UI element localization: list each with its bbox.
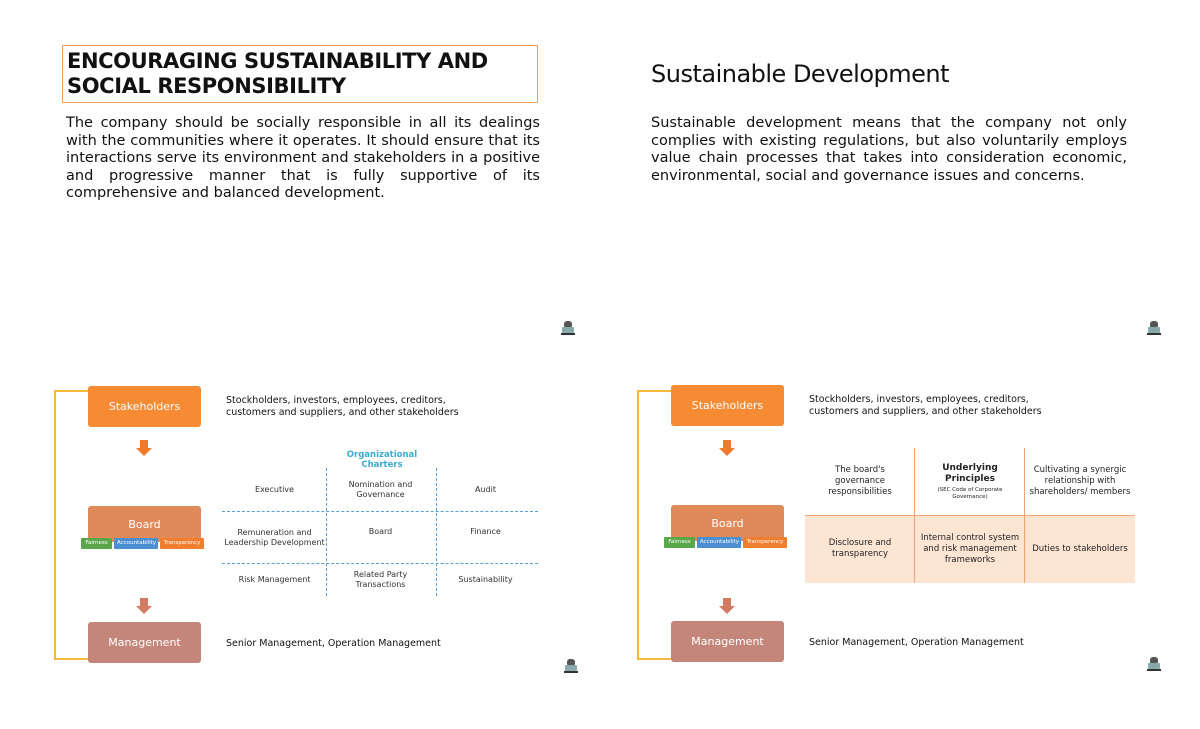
slide-title: Sustainable Development bbox=[651, 60, 950, 88]
tag-accountability: Accountability bbox=[114, 538, 158, 549]
charter-cell: Executive bbox=[255, 484, 294, 494]
down-arrow-icon bbox=[719, 440, 735, 456]
charter-cell: Board bbox=[368, 527, 393, 536]
slide-body: Sustainable development means that the company not only complies with existing regulations, but also voluntarily employs value chain processes that takes into consideration economic, environmental, social and governance issues and concerns. bbox=[651, 115, 1127, 184]
table-cell: The board's governance responsibilities bbox=[805, 448, 915, 515]
table-header-cell bbox=[915, 448, 1025, 515]
board-box: Board bbox=[671, 505, 784, 541]
charter-cell: Finance bbox=[470, 527, 501, 536]
stakeholders-box: Stakeholders bbox=[671, 385, 784, 426]
charter-cell: Remuneration and Leadership Development bbox=[224, 527, 325, 547]
charters-title: Organizational Charters bbox=[346, 450, 418, 470]
down-arrow-icon bbox=[136, 440, 152, 456]
table-cell: Cultivating a synergic relationship with shareholders/ members bbox=[1025, 448, 1135, 515]
logo-icon bbox=[1147, 321, 1161, 335]
slide-sustainable-development bbox=[600, 0, 1200, 360]
charters-grid bbox=[222, 468, 538, 596]
title-box bbox=[62, 45, 538, 103]
charter-cell: Sustainability bbox=[458, 575, 513, 584]
logo-icon bbox=[561, 321, 575, 335]
management-box: Management bbox=[671, 621, 784, 662]
stakeholders-box: Stakeholders bbox=[88, 386, 201, 427]
tag-transparency: Transparency bbox=[743, 537, 787, 548]
board-box: Board bbox=[88, 506, 201, 542]
stakeholders-description: Stockholders, investors, employees, creditors, customers and suppliers, and other stakeholders bbox=[226, 395, 459, 418]
table-cell: Duties to stakeholders bbox=[1025, 515, 1135, 583]
charter-cell: Audit bbox=[475, 484, 496, 494]
tag-accountability: Accountability bbox=[697, 537, 741, 548]
charter-cell: Nomination and Governance bbox=[348, 479, 413, 499]
stakeholders-description: Stockholders, investors, employees, creditors, customers and suppliers, and other stakeholders bbox=[809, 394, 1042, 417]
logo-icon bbox=[564, 659, 578, 673]
management-description: Senior Management, Operation Management bbox=[809, 637, 1024, 648]
management-box: Management bbox=[88, 622, 201, 663]
down-arrow-icon bbox=[136, 598, 152, 614]
table-heading: Underlying Principles bbox=[942, 462, 998, 484]
tag-fairness: Fairness bbox=[81, 538, 112, 549]
board-principles-tags bbox=[664, 537, 787, 548]
feedback-bracket bbox=[54, 390, 88, 660]
feedback-bracket bbox=[637, 390, 671, 660]
board-principles-tags bbox=[81, 538, 204, 549]
table-cell: Internal control system and risk management frameworks bbox=[915, 515, 1025, 583]
down-arrow-icon bbox=[719, 598, 735, 614]
table-subheading: (SEC Code of Corporate Governance) bbox=[937, 486, 1003, 500]
management-description: Senior Management, Operation Management bbox=[226, 638, 441, 649]
principles-table bbox=[805, 448, 1135, 583]
slide-body: The company should be socially responsible in all its dealings with the communities where it operates. It should ensure that its interactions serve its environment and stakeholders in a positive and progressive manner that is fully supportive of its comprehensive and balanced development. bbox=[66, 115, 540, 201]
tag-transparency: Transparency bbox=[160, 538, 204, 549]
charter-cell: Risk Management bbox=[238, 575, 311, 584]
slide-social-responsibility bbox=[0, 0, 600, 360]
slide-title: ENCOURAGING SUSTAINABILITY AND SOCIAL RESPONSIBILITY bbox=[67, 49, 488, 98]
logo-icon bbox=[1147, 657, 1161, 671]
charter-cell: Related Party Transactions bbox=[353, 570, 408, 589]
slide-organizational-charters bbox=[0, 364, 600, 729]
slide-underlying-principles bbox=[600, 364, 1200, 729]
tag-fairness: Fairness bbox=[664, 537, 695, 548]
table-cell: Disclosure and transparency bbox=[805, 515, 915, 583]
